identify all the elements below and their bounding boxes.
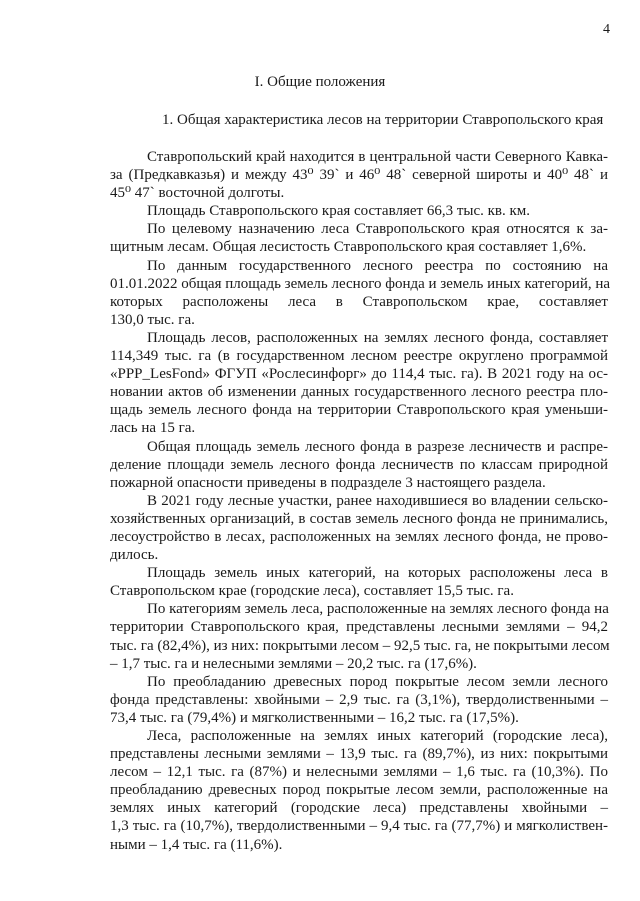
paragraph-line: 130,0 тыс. га. <box>110 311 195 328</box>
paragraph-line: новании актов об изменении данных государственного лесного реестра пло- <box>110 384 608 401</box>
paragraph-line: щитным лесам. Общая лесистость Ставропольского края составляет 1,6%. <box>110 239 587 256</box>
paragraph <box>110 492 608 564</box>
page-number: 4 <box>603 22 610 37</box>
paragraph-line: дилось. <box>110 547 159 564</box>
paragraph-line: По категориям земель леса, расположенные на землях лесного фонда на <box>147 601 609 618</box>
paragraph-line: Общая площадь земель лесного фонда в разрезе лесничеств и распре- <box>147 438 608 455</box>
paragraph-line: 73,4 тыс. га (79,4%) и мягколиственными – 16,2 тыс. га (17,5%). <box>110 709 519 726</box>
section-title: I. Общие положения <box>254 74 386 90</box>
paragraph-line: территории Ставропольского края, представлены лесными землями – 94,2 <box>110 619 608 636</box>
paragraph-line: пожарной опасности приведены в подразделе 3 настоящего раздела. <box>110 474 546 491</box>
paragraph-line: «PPP_LesFond» ФГУП «Рослесинфорг» до 114,4 тыс. га). В 2021 году на ос- <box>110 366 608 383</box>
paragraph-line: лесом – 12,1 тыс. га (87%) и нелесными землями – 1,6 тыс. га (10,3%). По <box>110 764 608 781</box>
paragraph <box>110 220 608 256</box>
paragraph <box>110 600 608 672</box>
paragraph <box>110 673 608 727</box>
paragraph-line: Площадь земель иных категорий, на которых расположены леса в <box>147 565 608 582</box>
paragraph-line: 45⁰ 47` восточной долготы. <box>110 185 285 202</box>
paragraph <box>110 564 608 600</box>
paragraph-line: Леса, расположенные на землях иных категорий (городские леса), <box>147 728 608 744</box>
paragraph-line: По целевому назначению леса Ставропольского края относятся к за- <box>147 221 608 238</box>
paragraph-line: представлены лесными землями – 13,9 тыс. га (89,7%), из них: покрытыми <box>110 746 608 763</box>
paragraph-line: лесоустройство в лесах, расположенных на землях лесного фонда, не прово- <box>110 528 608 545</box>
paragraph-line: Ставропольском крае (городские леса), составляет 15,5 тыс. га. <box>110 583 514 600</box>
paragraph <box>110 257 611 329</box>
paragraph-line: хозяйственных организаций, в состав земель лесного фонда не принимались, <box>110 510 608 527</box>
paragraph-line: В 2021 году лесные участки, ранее находившиеся во владении сельско- <box>147 492 608 509</box>
paragraph-line: щадь земель лесного фонда на территории Ставропольского края уменьши- <box>110 402 608 419</box>
document-body <box>110 144 611 854</box>
subsection-title: 1. Общая характеристика лесов на территории Ставропольского края <box>162 112 604 128</box>
paragraph-line: деление площади земель лесного фонда лесничеств по классам природной <box>110 456 608 473</box>
paragraph <box>110 727 608 854</box>
paragraph-line: Площадь лесов, расположенных на землях лесного фонда, составляет <box>147 329 608 346</box>
paragraph <box>110 438 608 492</box>
paragraph-line: за (Предкавказья) и между 43⁰ 39` и 46⁰ 48` северной широты и 40⁰ 48` и <box>110 167 608 184</box>
paragraph-line: По преобладанию древесных пород покрытые лесом земли лесного <box>147 673 608 690</box>
paragraph-line: которых расположены леса в Ставропольском крае, составляет <box>110 293 608 310</box>
paragraph-line: 1,3 тыс. га (10,7%), твердолиственными – 9,4 тыс. га (77,7%) и мягколиствен- <box>110 818 608 835</box>
paragraph-line: По данным государственного лесного реестра по состоянию на <box>147 257 608 274</box>
paragraph-line: преобладанию древесных пород покрытые лесом земли, расположенные на <box>110 782 608 799</box>
paragraph-line: 01.01.2022 общая площадь земель лесного фонда и земель иных категорий, на <box>110 275 611 292</box>
paragraph <box>110 148 608 202</box>
paragraph-line: ными – 1,4 тыс. га (11,6%). <box>110 836 283 853</box>
paragraph-line: Площадь Ставропольского края составляет 66,3 тыс. кв. км. <box>147 203 531 220</box>
paragraph <box>110 329 608 438</box>
paragraph-line: землях иных категорий (городские леса) представлены хвойными – <box>110 800 608 817</box>
paragraph-line: 114,349 тыс. га (в государственном лесном реестре округлено программой <box>110 348 608 365</box>
paragraph-line: фонда представлены: хвойными – 2,9 тыс. га (3,1%), твердолиственными – <box>110 691 608 708</box>
paragraph-line: тыс. га (82,4%), из них: покрытыми лесом – 92,5 тыс. га, не покрытыми лесом <box>110 637 610 654</box>
paragraph-line: лась на 15 га. <box>110 420 196 437</box>
paragraph-line: Ставропольский край находится в центральной части Северного Кавка- <box>147 149 608 165</box>
paragraph-line: – 1,7 тыс. га и нелесными землями – 20,2 тыс. га (17,6%). <box>110 655 477 672</box>
paragraph <box>110 202 608 220</box>
